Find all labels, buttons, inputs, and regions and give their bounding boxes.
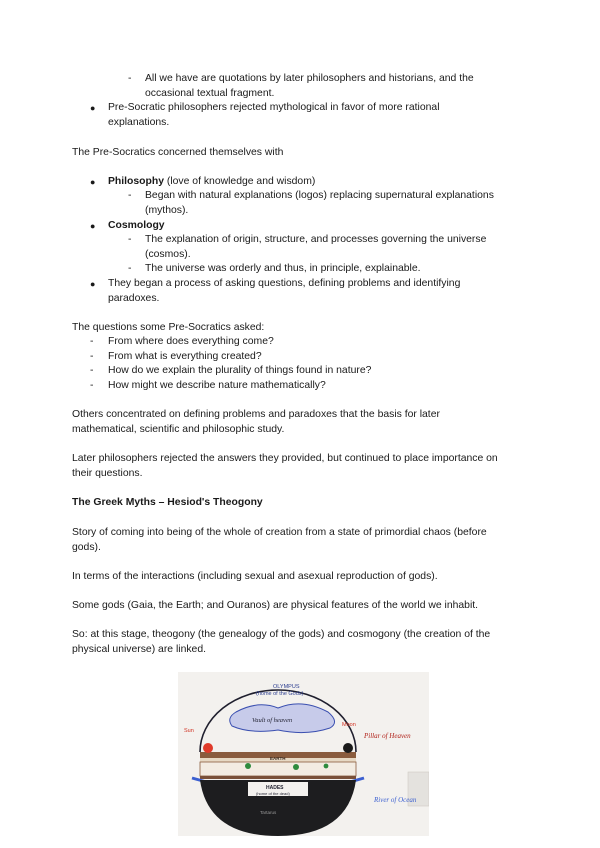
cosmology-sub-text-2: The universe was orderly and thus, in principle, explainable. <box>145 263 421 274</box>
intro-dash-text-cont: occasional textual fragment. <box>145 88 275 99</box>
later-paragraph-cont: their questions. <box>72 468 143 479</box>
cosmos-diagram <box>178 672 429 836</box>
intro-dash-text: All we have are quotations by later philosophers and historians, and the <box>145 73 474 84</box>
dash-marker: - <box>128 263 132 274</box>
home-of-gods-label: (home of the Gods) <box>256 691 304 697</box>
vault-of-heaven-label: Vault of heaven <box>252 717 293 724</box>
so-paragraph-cont: physical universe) are linked. <box>72 644 206 655</box>
process-text-cont: paradoxes. <box>108 293 160 304</box>
philosophy-term: Philosophy <box>108 176 164 187</box>
story-paragraph: Story of coming into being of the whole of creation from a state of primordial chaos (before <box>72 527 487 538</box>
bullet-marker: ● <box>90 279 96 289</box>
dash-marker: - <box>128 73 132 84</box>
pillar-of-heaven-label: Pillar of Heaven <box>364 732 411 740</box>
dash-marker: - <box>90 336 94 347</box>
philosophy-item <box>108 175 315 189</box>
question-item: How do we explain the plurality of things found in nature? <box>108 365 372 376</box>
philosophy-sub-text-cont: (mythos). <box>145 205 189 216</box>
dash-marker: - <box>90 380 94 391</box>
hades-sub-label: (home of the dead) <box>256 791 290 796</box>
olympus-label: OLYMPUS <box>273 684 300 690</box>
others-paragraph: Others concentrated on defining problems and paradoxes that the basis for later <box>72 409 440 420</box>
bullet-marker: ● <box>90 177 96 187</box>
tartarus-label: Tartarus <box>260 810 277 815</box>
tree-icon <box>324 764 329 769</box>
bullet-marker: ● <box>90 221 96 231</box>
earth-label: EARTH <box>270 756 286 761</box>
dash-marker: - <box>128 190 132 201</box>
philosophy-definition: (love of knowledge and wisdom) <box>164 176 316 187</box>
process-text: They began a process of asking questions, defining problems and identifying <box>108 278 461 289</box>
questions-lead: The questions some Pre-Socratics asked: <box>72 322 265 333</box>
concerns-lead: The Pre-Socratics concerned themselves with <box>72 147 284 158</box>
philosophy-sub-text: Began with natural explanations (logos) replacing supernatural explanations <box>145 190 494 201</box>
river-of-ocean-label: River of Ocean <box>374 796 417 804</box>
intro-bullet-text-cont: explanations. <box>108 117 170 128</box>
interactions-paragraph: In terms of the interactions (including sexual and asexual reproduction of gods). <box>72 571 438 582</box>
intro-bullet-text: Pre-Socratic philosophers rejected mythological in favor of more rational <box>108 102 440 113</box>
bullet-marker: ● <box>90 103 96 113</box>
cosmology-sub-text: The explanation of origin, structure, and processes governing the universe <box>145 234 487 245</box>
question-item: From what is everything created? <box>108 351 262 362</box>
story-paragraph-cont: gods). <box>72 542 101 553</box>
section-heading: The Greek Myths – Hesiod's Theogony <box>72 497 263 508</box>
some-gods-paragraph: Some gods (Gaia, the Earth; and Ouranos) are physical features of the world we inhabit. <box>72 600 479 611</box>
cosmology-term: Cosmology <box>108 220 165 231</box>
dash-marker: - <box>90 351 94 362</box>
moon-icon <box>343 743 353 753</box>
others-paragraph-cont: mathematical, scientific and philosophic study. <box>72 424 285 435</box>
moon-label: Moon <box>342 722 356 728</box>
tree-icon <box>293 764 299 770</box>
cosmology-sub-text-cont: (cosmos). <box>145 249 191 260</box>
sun-label: Sun <box>184 728 194 734</box>
earth-bottom-layer <box>200 776 356 779</box>
later-paragraph: Later philosophers rejected the answers they provided, but continued to place importance on <box>72 453 498 464</box>
earth-ground <box>200 762 356 776</box>
so-paragraph: So: at this stage, theogony (the genealogy of the gods) and cosmogony (the creation of the <box>72 629 491 640</box>
tree-icon <box>245 763 251 769</box>
dash-marker: - <box>128 234 132 245</box>
sun-icon <box>203 743 213 753</box>
dash-marker: - <box>90 365 94 376</box>
hades-label: HADES <box>266 785 284 791</box>
question-item: How might we describe nature mathematically? <box>108 380 326 391</box>
question-item: From where does everything come? <box>108 336 274 347</box>
